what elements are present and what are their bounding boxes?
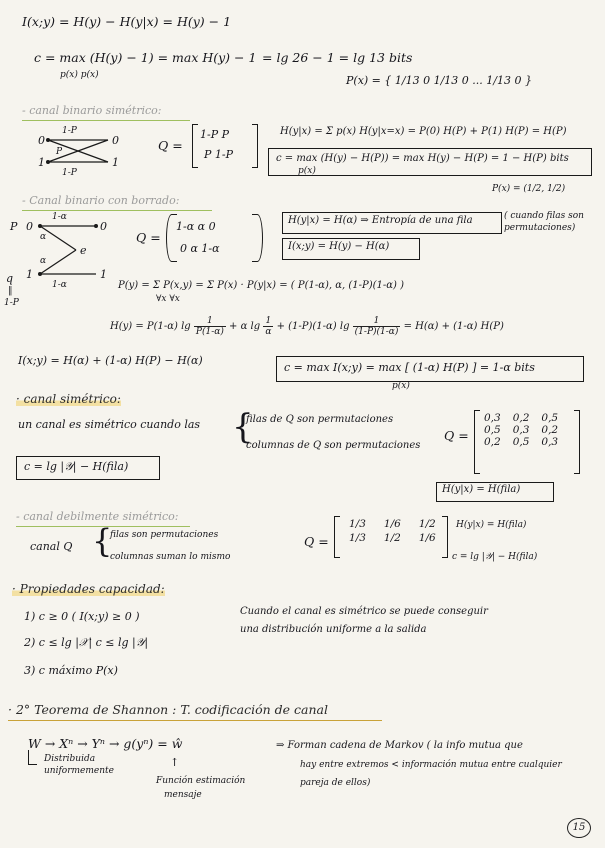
bsc-q-label: Q = <box>158 138 183 153</box>
shannon-note-line1: ⇒ Forman cadena de Markov ( la info mutua que <box>276 740 523 751</box>
property-1: 1) c ≥ 0 ( I(x;y) ≥ 0 ) <box>24 610 140 623</box>
weak-q-matrix: 1/3 1/6 1/2 1/3 1/2 1/6 <box>349 518 436 544</box>
bec-capacity-sub: p(x) <box>392 381 410 391</box>
bsc-q-row1: 1-P P <box>200 128 230 141</box>
shannon-func-line2: mensaje <box>164 790 202 800</box>
bec-ixy: I(x;y) = H(α) + (1-α) H(P) − H(α) <box>18 354 203 367</box>
shannon-dist-line1: Distribuida <box>44 754 96 764</box>
section-heading-shannon: · 2° Teorema de Shannon : T. codificación de canal <box>8 702 328 717</box>
properties-note-line2: una distribución uniforme a la salida <box>240 624 427 635</box>
section-heading-bec: - Canal binario con borrado: <box>22 194 180 207</box>
mutual-info-formula: I(x;y) = H(y) − H(y|x) = H(y) − 1 <box>22 14 232 29</box>
shannon-dist-line2: uniformemente <box>44 766 114 776</box>
capacity-subscript: p(x) p(x) <box>60 70 99 80</box>
weak-c-note: c = lg |𝒴| − H(fila) <box>452 552 538 562</box>
weak-cond1: filas son permutaciones <box>110 530 219 540</box>
symmetric-h-formula: H(y|x) = H(fila) <box>442 484 521 495</box>
bsc-q-row2: P 1-P <box>204 148 234 161</box>
bsc-out-0: 0 <box>112 134 119 147</box>
symmetric-matrix-bracket-right <box>574 410 580 474</box>
section-heading-properties: · Propiedades capacidad: <box>12 582 165 596</box>
arrow-corner <box>28 750 37 765</box>
property-2: 2) c ≤ lg |𝒳| c ≤ lg |𝒴| <box>24 636 149 649</box>
symmetric-cond1: filas de Q son permutaciones <box>246 414 394 425</box>
bec-edge-alpha2: α <box>40 256 47 266</box>
capacity-formula: c = max (H(y) − 1) = max H(y) − 1 <box>34 50 257 65</box>
property-3: 3) c máximo P(x) <box>24 664 118 677</box>
bec-out-1: 1 <box>100 268 107 281</box>
bsc-in-1: 1 <box>38 156 45 169</box>
heading-underline <box>8 720 382 721</box>
bec-p-label: P <box>10 220 18 233</box>
shannon-note-line3: pareja de ellos) <box>300 778 371 788</box>
bec-h-formula: H(y|x) = H(α) ⇒ Entropía de una fila <box>288 215 473 226</box>
page-number: 15 <box>567 818 591 838</box>
bec-in-1: 1 <box>26 268 33 281</box>
section-heading-bsc: - canal binario simétrico: <box>22 104 162 117</box>
bec-matrix-paren-right <box>252 214 263 262</box>
capacity-result: = lg 26 − 1 = lg 13 bits <box>262 50 413 65</box>
bsc-edge-top: 1-P <box>62 126 77 136</box>
bec-q-var: q <box>6 272 14 285</box>
bsc-edge-bottom: 1-P <box>62 168 77 178</box>
symmetric-capacity-formula: c = lg |𝒴| − H(fila) <box>24 460 129 473</box>
bsc-matrix-bracket-left <box>192 124 198 168</box>
shannon-func-line1: Función estimación <box>156 776 246 786</box>
bsc-out-1: 1 <box>112 156 119 169</box>
bsc-edge-mid: P <box>56 147 63 157</box>
bsc-h-formula: H(y|x) = Σ p(x) H(y|x=x) = P(0) H(P) + P(1) H(P) = H(P) <box>280 126 567 137</box>
bec-q-eq: ‖ <box>8 286 13 296</box>
up-arrow-icon: ↑ <box>170 756 180 769</box>
symmetric-cond2: columnas de Q son permutaciones <box>246 440 421 451</box>
section-heading-symmetric: · canal simétrico: <box>16 392 121 406</box>
bec-q-row1: 1-α α 0 <box>176 220 216 233</box>
bsc-diagram <box>30 124 140 184</box>
bsc-capacity-sub: p(x) <box>298 166 316 176</box>
bec-py-formula: P(y) = Σ P(x,y) = Σ P(x) · P(y|x) = ( P(1-α), α, (1-P)(1-α) ) <box>118 280 405 291</box>
bec-py-sub: ∀x ∀x <box>156 294 180 304</box>
bec-out-0: 0 <box>100 220 107 233</box>
bec-i-formula: I(x;y) = H(y) − H(α) <box>288 241 390 252</box>
bec-hy-formula: H(y) = P(1-α) lg $\frac{1}{P(1-\alpha)}$ + α lg $\frac{1}{\alpha}$ + (1-P)(1-α) lg $\frac{1}{(1-P)(1-\alpha)}$ = H(α) + (1-α) H(P) <box>110 316 504 337</box>
symmetric-q-label: Q = <box>444 428 469 443</box>
bec-h-note: ( cuando filas son permutaciones) <box>504 211 584 233</box>
properties-note-line1: Cuando el canal es simétrico se puede conseguir <box>240 606 488 617</box>
weak-q-label: Q = <box>304 534 329 549</box>
px-distribution: P(x) = { 1/13 0 1/13 0 ... 1/13 0 } <box>346 74 532 87</box>
section-heading-weakly-symmetric: - canal debilmente simétrico: <box>16 510 179 523</box>
bec-q-value: 1-P <box>4 298 19 308</box>
brace-symbol: { <box>92 522 113 560</box>
brace-symbol: { <box>232 407 254 447</box>
bec-q-row2: 0 α 1-α <box>180 242 220 255</box>
bec-q-label: Q = <box>136 230 161 245</box>
weak-cond2: columnas suman lo mismo <box>110 552 231 562</box>
bsc-px: P(x) = (1/2, 1/2) <box>492 184 566 194</box>
shannon-chain: W → Xⁿ → Yⁿ → g(yⁿ) = ŵ <box>28 736 183 751</box>
bsc-capacity-formula: c = max (H(y) − H(P)) = max H(y) − H(P) = 1 − H(P) bits <box>276 153 569 164</box>
bec-edge-top: 1-α <box>52 212 67 222</box>
symmetric-text: un canal es simétrico cuando las <box>18 418 201 431</box>
bsc-in-0: 0 <box>38 134 45 147</box>
bec-edge-bottom: 1-α <box>52 280 67 290</box>
bec-in-0: 0 <box>26 220 33 233</box>
shannon-note-line2: hay entre extremos < información mutua entre cualquier <box>300 760 562 770</box>
heading-underline <box>22 120 190 121</box>
weak-text: canal Q <box>30 540 73 553</box>
symmetric-q-matrix: 0,3 0,2 0,5 0,5 0,3 0,2 0,2 0,5 0,3 <box>484 412 559 448</box>
bec-edge-alpha1: α <box>40 232 47 242</box>
bec-capacity-formula: c = max I(x;y) = max [ (1-α) H(P) ] = 1-α bits <box>284 361 535 374</box>
bec-erasure-node: e <box>80 244 87 257</box>
weak-h-note: H(y|x) = H(fila) <box>456 520 527 530</box>
bsc-matrix-bracket-right <box>252 124 258 168</box>
